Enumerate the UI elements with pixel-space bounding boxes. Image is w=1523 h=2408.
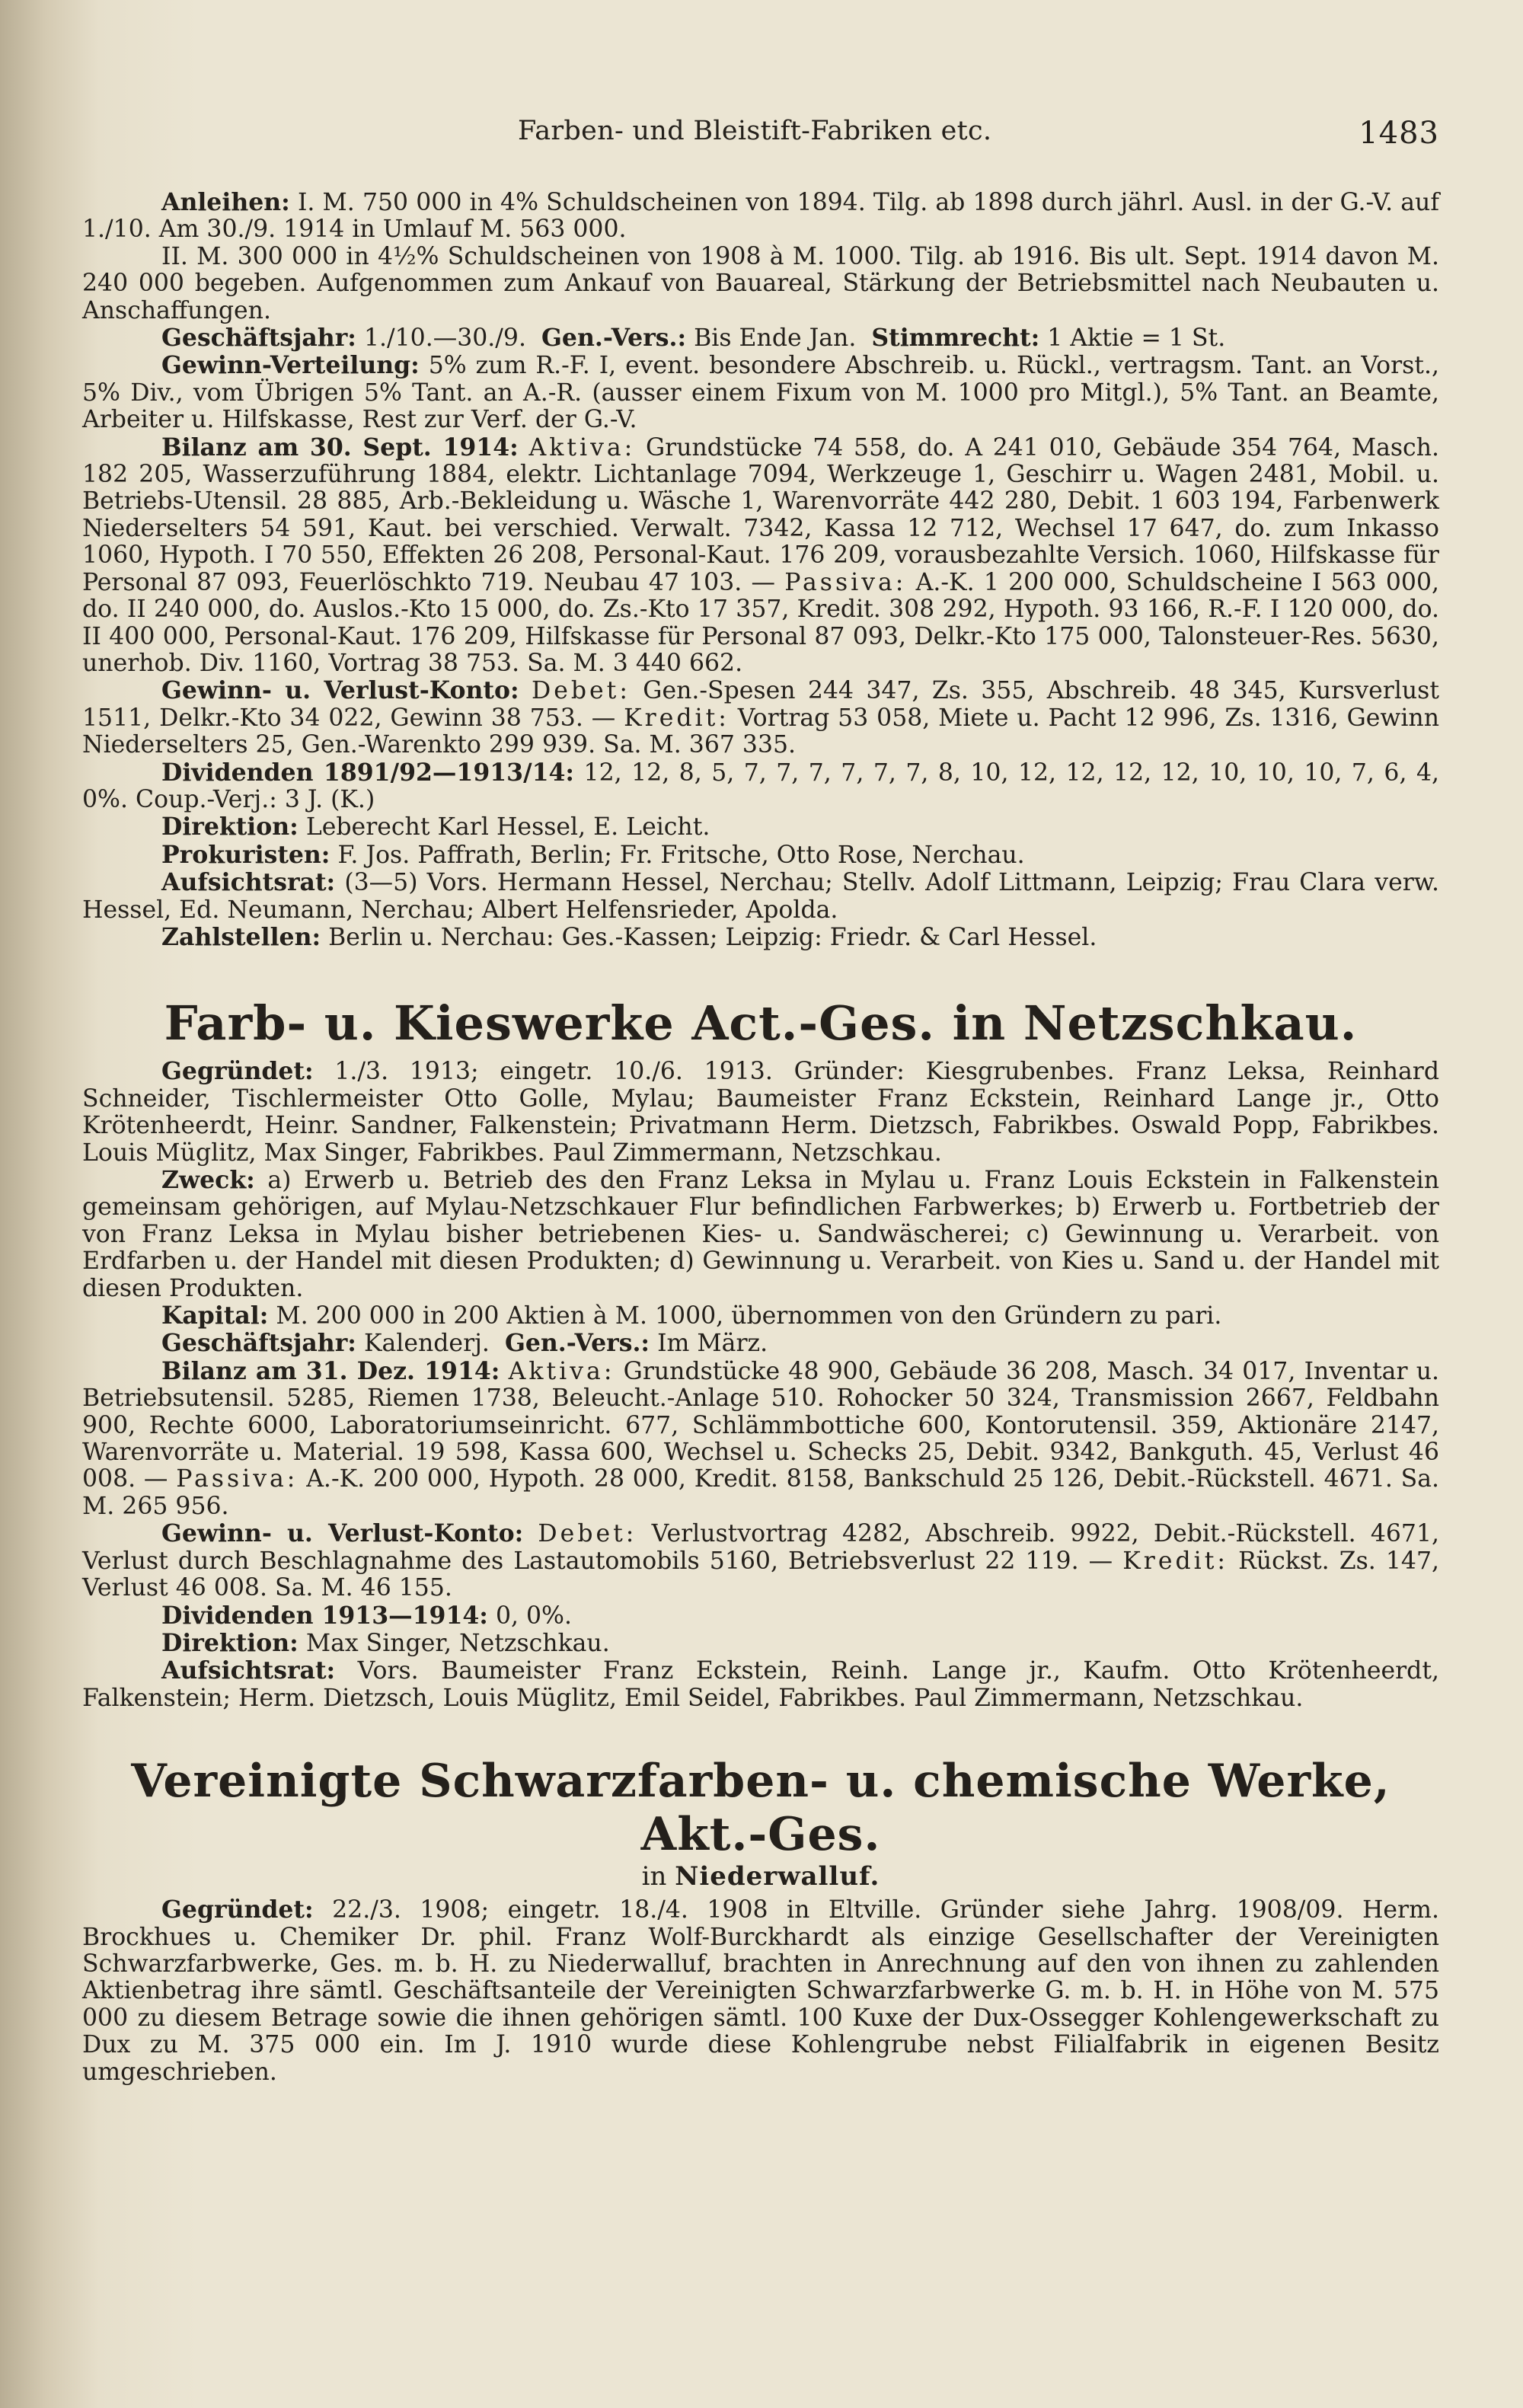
subtitle-prefix: in xyxy=(641,1861,667,1892)
gen-vers-text: Bis Ende Jan. xyxy=(694,324,857,353)
bilanz-paragraph xyxy=(82,434,1439,678)
s2-zweck-label: Zweck: xyxy=(161,1166,255,1194)
s2-gegruendet-label: Gegründet: xyxy=(161,1057,314,1086)
s2-dividenden-text: 0, 0%. xyxy=(495,1602,573,1630)
s3-gegruendet-label: Gegründet: xyxy=(161,1895,314,1924)
gewinn-verteilung-paragraph xyxy=(82,352,1439,433)
prokuristen-paragraph xyxy=(82,842,1439,869)
company-title-farb-kieswerke: Farb- u. Kieswerke Act.-Ges. in Netzschkau. xyxy=(164,995,1358,1052)
zahlstellen-label: Zahlstellen: xyxy=(161,922,321,951)
s2-kapital-paragraph xyxy=(82,1302,1439,1330)
s2-aufsichtsrat-label: Aufsichtsrat: xyxy=(161,1656,336,1685)
subtitle-place: Niederwalluf. xyxy=(675,1861,880,1892)
s2-direktion-label: Direktion: xyxy=(161,1628,299,1657)
aufsichtsrat-paragraph xyxy=(82,869,1439,924)
aktiva-label: Aktiva: xyxy=(528,433,636,461)
company-subtitle xyxy=(82,1861,1439,1892)
s2-geschaeftsjahr-paragraph xyxy=(82,1330,1439,1357)
passiva-label: Passiva: xyxy=(784,568,907,596)
direktion-text: Leberecht Karl Hessel, E. Leicht. xyxy=(305,813,710,842)
running-title: Farben- und Bleistift-Fabriken etc. xyxy=(518,116,992,146)
geschaeftsjahr-paragraph xyxy=(82,324,1439,352)
aufsichtsrat-text: (3—5) Vors. Hermann Hessel, Nerchau; Stellv. Adolf Littmann, Leipzig; Frau Clara verw. Hessel, Ed. Neumann, Nerchau; Albert Helfensrieder, Apolda. xyxy=(82,869,1439,924)
zahlstellen-text: Berlin u. Nerchau: Ges.-Kassen; Leipzig: Friedr. & Carl Hessel. xyxy=(328,923,1097,951)
s2-geschaeftsjahr-label: Geschäftsjahr: xyxy=(161,1329,356,1358)
s2-gen-vers-text: Im März. xyxy=(657,1330,768,1358)
stimmrecht-label: Stimmrecht: xyxy=(871,324,1040,353)
debet-text: Gen.-Spesen 244 347, Zs. 355, Abschreib. 48 345, Kursverlust 1511, Delkr.-Kto 34 022, Gewinn 38 753. — xyxy=(82,677,1440,732)
page-number: 1483 xyxy=(1359,116,1439,151)
s2-bilanz-label: Bilanz am 31. Dez. 1914: xyxy=(161,1356,500,1385)
s2-gegruendet-paragraph xyxy=(82,1058,1439,1167)
s2-direktion-paragraph xyxy=(82,1630,1439,1657)
gewinn-verlust-label: Gewinn- u. Verlust-Konto: xyxy=(161,676,519,705)
s2-kapital-text: M. 200 000 in 200 Aktien à M. 1000, übernommen von den Gründern zu pari. xyxy=(276,1302,1222,1330)
aufsichtsrat-label: Aufsichtsrat: xyxy=(161,868,336,897)
s3-gegruendet-text: 22./3. 1908; eingetr. 18./4. 1908 in Eltville. Gründer siehe Jahrg. 1908/09. Herm. Brockhues u. Chemiker Dr. phil. Franz Wolf-Burckhardt als einzige Gesellschafter der Vereinigten Schwarzfarbwerke, Ges. m. b. H. zu Niederwalluf, brachten in Anrechnung auf den von ihnen zu zahlenden Aktienbetrag ihre sämtl. Geschäftsanteile der Vereinigten Schwarzfarbwerke G. m. b. H. in Höhe von M. 575 000 zu diesem Betrage sowie die ihnen gehörigen sämtl. 100 Kuxe der Dux-Ossegger Kohlengewerkschaft zu Dux zu M. 375 000 ein. Im J. 1910 wurde diese Kohlengrube nebst Filialfabrik in eigenen Besitz umgeschrieben. xyxy=(82,1896,1439,2086)
s2-dividenden-label: Dividenden 1913—1914: xyxy=(161,1601,488,1630)
s3-gegruendet-paragraph xyxy=(82,1896,1439,2086)
s2-dividenden-paragraph xyxy=(82,1602,1439,1630)
geschaeftsjahr-text: 1./10.—30./9. xyxy=(363,324,526,353)
direktion-label: Direktion: xyxy=(161,813,299,842)
text-column xyxy=(82,189,1439,2086)
s2-gegruendet-text: 1./3. 1913; eingetr. 10./6. 1913. Gründer: Kiesgrubenbes. Franz Leksa, Reinhard Schneider, Tischlermeister Otto Golle, Mylau; Baumeister Franz Eckstein, Reinhard Lange jr., Otto Krötenheerdt, Heinr. Sandner, Falkenstein; Privatmann Herm. Dietzsch, Fabrikbes. Oswald Popp, Fabrikbes. Louis Müglitz, Max Singer, Fabrikbes. Paul Zimmermann, Netzschkau. xyxy=(82,1058,1440,1167)
s2-kredit-label: Kredit: xyxy=(1122,1547,1229,1575)
s2-passiva-text: A.-K. 200 000, Hypoth. 28 000, Kredit. 8158, Bankschuld 25 126, Debit.-Rückstell. 4671. Sa. M. 265 956. xyxy=(82,1465,1440,1520)
page-header xyxy=(518,116,1439,158)
dividenden-label: Dividenden 1891/92—1913/14: xyxy=(161,758,575,787)
gewinn-verteilung-label: Gewinn-Verteilung: xyxy=(161,351,420,380)
anleihen-label: Anleihen: xyxy=(161,188,290,216)
s2-aufsichtsrat-paragraph xyxy=(82,1657,1439,1712)
s2-gen-vers-label: Gen.-Vers.: xyxy=(504,1329,650,1358)
anleihen-ii-text: II. M. 300 000 in 4½% Schuldscheinen von 1908 à M. 1000. Tilg. ab 1916. Bis ult. Sept. 1914 davon M. 240 000 begeben. Aufgenommen zum Ankauf von Bauareal, Stärkung der Betriebsmittel nach Neubauten u. Anschaffungen. xyxy=(82,242,1439,324)
s2-debet-label: Debet: xyxy=(538,1520,637,1548)
s2-zweck-paragraph xyxy=(82,1167,1439,1302)
anleihen-text: I. M. 750 000 in 4% Schuldscheinen von 1894. Tilg. ab 1898 durch jährl. Ausl. in der G.-V. auf 1./10. Am 30./9. 1914 in Umlauf M. 563 000. xyxy=(82,189,1439,244)
kredit-text: Vortrag 53 058, Miete u. Pacht 12 996, Zs. 1316, Gewinn Niederselters 25, Gen.-Warenkto 299 939. Sa. M. 367 335. xyxy=(82,704,1439,759)
anleihen-paragraph xyxy=(82,189,1439,244)
bilanz-label: Bilanz am 30. Sept. 1914: xyxy=(161,433,519,461)
s2-aktiva-label: Aktiva: xyxy=(508,1357,615,1385)
s2-zweck-text: a) Erwerb u. Betrieb des den Franz Leksa in Mylau u. Franz Louis Eckstein in Falkenstein gemeinsam gehörigen, auf Mylau-Netzschkauer Flur befindlichen Farbwerkes; b) Erwerb u. Fortbetrieb der von Franz Leksa in Mylau bisher betriebenen Kies- u. Sandwäscherei; c) Gewinnung u. Verarbeit. von Erdfarben u. der Handel mit diesen Produkten; d) Gewinnung u. Verarbeit. von Kies u. Sand u. der Handel mit diesen Produkten. xyxy=(82,1167,1440,1302)
s2-gewinn-verlust-label: Gewinn- u. Verlust-Konto: xyxy=(161,1519,524,1548)
s2-kredit-text: Rückst. Zs. 147, Verlust 46 008. Sa. M. 46 155. xyxy=(82,1547,1440,1602)
gewinn-verteilung-text: 5% zum R.-F. I, event. besondere Abschreib. u. Rückl., vertragsm. Tant. an Vorst., 5% Div., vom Übrigen 5% Tant. an A.-R. (ausser einem Fixum von M. 1000 pro Mitgl.), 5% Tant. an Beamte, Arbeiter u. Hilfskasse, Rest zur Verf. der G.-V. xyxy=(82,352,1439,434)
stimmrecht-text: 1 Aktie = 1 St. xyxy=(1047,324,1226,353)
anleihen-ii-paragraph xyxy=(82,244,1439,324)
s2-debet-text: Verlustvortrag 4282, Abschreib. 9922, Debit.-Rückstell. 4671, Verlust durch Beschlagnahme des Lastautomobils 5160, Betriebsverlust 22 119. — xyxy=(82,1520,1440,1575)
prokuristen-text: F. Jos. Paffrath, Berlin; Fr. Fritsche, Otto Rose, Nerchau. xyxy=(337,841,1025,869)
zahlstellen-paragraph xyxy=(82,924,1439,951)
company-title-vereinigte-schwarzfarben: Vereinigte Schwarzfarben- u. chemische Werke, Akt.-Ges. xyxy=(131,1755,1390,1862)
direktion-paragraph xyxy=(82,813,1439,841)
gen-vers-label: Gen.-Vers.: xyxy=(541,324,687,353)
s2-gewinn-verlust-paragraph xyxy=(82,1520,1439,1602)
passiva-text: A.-K. 1 200 000, Schuldscheine I 563 000, do. II 240 000, do. Auslos.-Kto 15 000, do. Zs.-Kto 17 357, Kredit. 308 292, Hypoth. 93 166, R.-F. I 120 000, do. II 400 000, Personal-Kaut. 176 209, Hilfskasse für Personal 87 093, Delkr.-Kto 175 000, Talonsteuer-Res. 5630, unerhob. Div. 1160, Vortrag 38 753. Sa. M. 3 440 662. xyxy=(82,568,1439,677)
s2-direktion-text: Max Singer, Netzschkau. xyxy=(305,1629,610,1657)
kredit-label: Kredit: xyxy=(624,704,730,732)
s2-passiva-label: Passiva: xyxy=(176,1465,299,1493)
s2-aktiva-text: Grundstücke 48 900, Gebäude 36 208, Masch. 34 017, Inventar u. Betriebsutensil. 5285, Riemen 1738, Beleucht.-Anlage 510. Rohocker 50 324, Transmission 2667, Feldbahn 900, Rechte 6000, Laboratoriumseinricht. 677, Schlämmbottiche 600, Kontorutensil. 359, Aktionäre 2147, Warenvorräte u. Material. 19 598, Kassa 600, Wechsel u. Schecks 25, Debit. 9342, Bankguth. 45, Verlust 46 008. — xyxy=(82,1357,1440,1493)
s2-aufsichtsrat-text: Vors. Baumeister Franz Eckstein, Reinh. Lange jr., Kaufm. Otto Krötenheerdt, Falkenstein; Herm. Dietzsch, Louis Müglitz, Emil Seidel, Fabrikbes. Paul Zimmermann, Netzschkau. xyxy=(82,1657,1440,1712)
aktiva-text: Grundstücke 74 558, do. A 241 010, Gebäude 354 764, Masch. 182 205, Wasserzuführung 1884, elektr. Lichtanlage 7094, Werkzeuge 1, Geschirr u. Wagen 2481, Mobil. u. Betriebs-Utensil. 28 885, Arb.-Bekleidung u. Wäsche 1, Warenvorräte 442 280, Debit. 1 603 194, Farbenwerk Niederselters 54 591, Kaut. bei verschied. Verwalt. 7342, Kassa 12 712, Wechsel 17 647, do. zum Inkasso 1060, Hypoth. I 70 550, Effekten 26 208, Personal-Kaut. 176 209, vorausbezahlte Versich. 1060, Hilfskasse für Personal 87 093, Feuerlöschkto 719. Neubau 47 103. — xyxy=(82,433,1440,596)
dividenden-paragraph xyxy=(82,759,1439,814)
prokuristen-label: Prokuristen: xyxy=(161,840,330,869)
debet-label: Debet: xyxy=(531,677,631,705)
geschaeftsjahr-label: Geschäftsjahr: xyxy=(161,324,356,353)
gewinn-verlust-paragraph xyxy=(82,677,1439,758)
dividenden-text: 12, 12, 8, 5, 7, 7, 7, 7, 7, 7, 8, 10, 12, 12, 12, 12, 10, 10, 10, 7, 6, 4, 0%. Coup.-Verj.: 3 J. (K.) xyxy=(82,758,1439,813)
s2-geschaeftsjahr-text: Kalenderj. xyxy=(363,1330,490,1358)
s2-bilanz-paragraph xyxy=(82,1358,1439,1520)
s2-kapital-label: Kapital: xyxy=(161,1301,269,1330)
